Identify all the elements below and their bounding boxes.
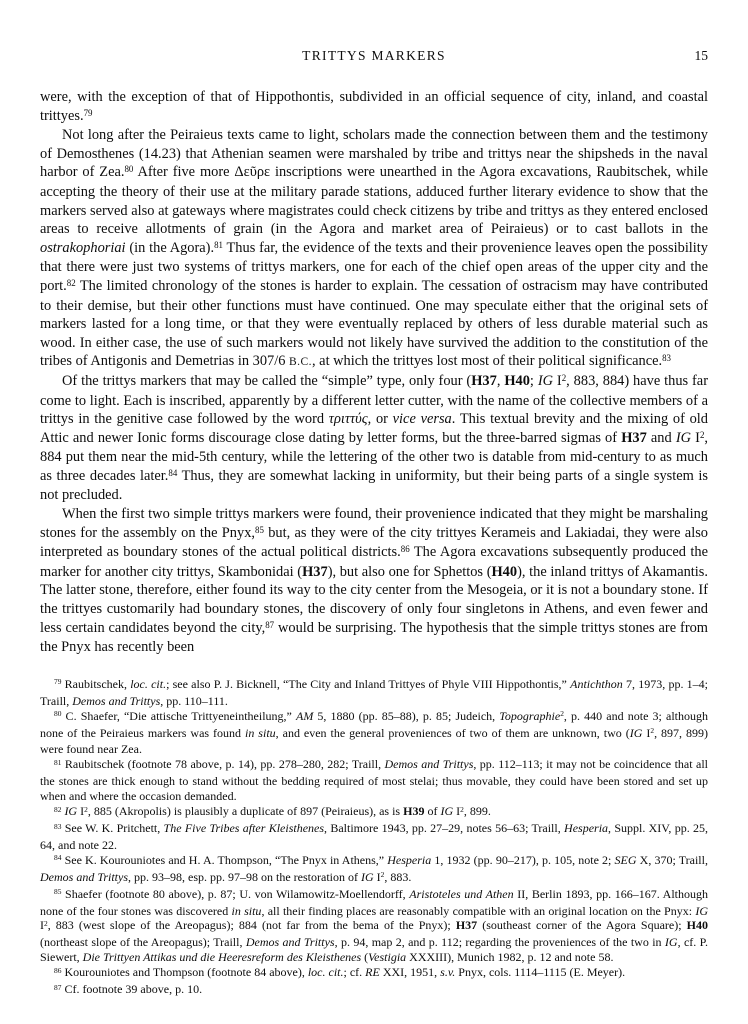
- footnote: $^{82}$ IG $I^2$, 885 (Akropolis) is plausibly a duplicate of 897 (Peiraieus), as is H39 of IG $I^2$, 899.: [54, 804, 491, 819]
- footnote: $^{85}$ Shaefer (footnote 80 above), p. 87; U. von Wilamowitz-Moellendorff, Aristoteles und Athen II, Berlin 1893, pp. 166–167. Although none of the four stones was discovered in situ, all their finding places are reasonably compatible with an original location on the Pnyx: IG $I^2$, 883 (west slope of the Areopagus); 884 (not far from the bema of the Pnyx); H37 (southeast corner of the Agora Square); H40 (northeast slope of the Areopagus); Traill, Demos and Trittys, p. 94, map 2, and p. 112; regarding the proveniences of the two in IG, cf. P. Siewert, Die Trittyen Attikas und die Heeresreform des Kleisthenes (Vestigia XXXIII), Munich 1982, p. 12 and note 58.: [40, 886, 708, 965]
- body-paragraph: When the first two simple trittys markers were found, their provenience indicated that they might be marshaling stones for the assembly on the Pnyx,$^{85}$ but, as they were of the city trittyes Kerameis and Lakiadai, they were also interpreted as boundary stones of the actual political districts.$^{86}$ The Agora excavations subsequently produced the marker for another city trittys, Skambonidai (H37), but also one for Sphettos (H40), the inland trittys of Akamantis. The latter stone, therefore, either found its way to the city center from the Mesogeia, or it is not a boundary stone. If the trittyes customarily had boundary stones, the discovery of only four singletons in Athens, and even fewer and less certain candidates beyond the city,$^{87}$ would be surprising. The hypothesis that the simple trittys stones are from the Pnyx has recently been: [40, 506, 708, 656]
- page-header: [40, 48, 708, 64]
- footnotes-section: [40, 677, 708, 999]
- footnote: $^{83}$ See W. K. Pritchett, The Five Tribes after Kleisthenes, Baltimore 1943, pp. 27–29, notes 56–63; Traill, Hesperia, Suppl. XIV, pp. 25, 64, and note 22.: [40, 820, 708, 852]
- footnote: $^{81}$ Raubitschek (footnote 78 above, p. 14), pp. 278–280, 282; Traill, Demos and Trittys, pp. 112–113; it may not be coincidence that all the stones are thick enough to stand without the bedding required of most stelai; thus movable, they could have been stored and set up when and where the occasion demanded.: [40, 757, 708, 804]
- page-number: 15: [694, 48, 708, 63]
- body-paragraph: Not long after the Peiraieus texts came to light, scholars made the connection between them and the testimony of Demosthenes (14.23) that Athenian seamen were marshaled by tribe and trittys near the shipsheds in the naval harbor of Zea.$^{80}$ After five more Δεῦρε inscriptions were unearthed in the Agora excavations, Raubitschek, while accepting the theory of their use at the military parade stations, adduced further literary evidence to show that the markers served also at gateways where magistrates could check citizens by tribe and trittys as they entered enclosed areas to receive allotments of grain (in the Agora and market area of Peiraieus) or to cast ballots in the ostrakophoriai (in the Agora).$^{81}$ Thus far, the evidence of the texts and their provenience leaves open the possibility that there were just two systems of trittys markers, one for each of the chief open areas of the upper city and the port.$^{82}$ The limited chronology of the stones is harder to explain. The cessation of ostracism may have contributed to their demise, but their other functions must have continued. One may speculate either that the original sets of markers lasted for a long time, or that they were eventually replaced by others of less durable material such as wood. In either case, the use of such markers would not likely have survived the addition to the constitution of the tribes of Antigonis and Demetrias in 307/6 B.C., at which the trittyes lost most of their political significance.$^{83}$: [40, 127, 709, 370]
- body-paragraph: Of the trittys markers that may be called the “simple” type, only four (H37, H40; IG $I^2$, 883, 884) have thus far come to light. Each is inscribed, apparently by a different letter cutter, with the name of the collective members of a trittys in the genitive case followed by the word τριττύς, or vice versa. This textual brevity and the mixing of old Attic and newer Ionic forms discourage close dating by letter forms, but the three-barred sigmas of H37 and IG $I^2$, 884 put them near the mid-5th century, while the lettering of the other two is datable from mid-century to as much as three decades later.$^{84}$ Thus, they are somewhat lacking in uniformity, but their being parts of a single system is not precluded.: [40, 372, 709, 504]
- running-title: TRITTYS MARKERS: [302, 48, 446, 63]
- footnote: $^{84}$ See K. Kourouniotes and H. A. Thompson, “The Pnyx in Athens,” Hesperia 1, 1932 (pp. 90–217), p. 105, note 2; SEG X, 370; Traill, Demos and Trittys, pp. 93–98, esp. pp. 97–98 on the restoration of IG $I^2$, 883.: [40, 852, 708, 884]
- footnote: $^{80}$ C. Shaefer, “Die attische Trittyeneintheilung,” AM 5, 1880 (pp. 85–88), p. 85; Judeich, Topographie$^2$, p. 440 and note 3; although none of the Peiraieus markers was found in situ, and even the general proveniences of two of them are unknown, two (IG $I^2$, 897, 899) were found near Zea.: [40, 708, 708, 757]
- body-paragraph-continuation: were, with the exception of that of Hippothontis, subdivided in an official sequence of city, inland, and coastal trittyes.$^{79}$: [40, 89, 708, 124]
- footnote: $^{87}$ Cf. footnote 39 above, p. 10.: [54, 982, 203, 997]
- body-text: [40, 88, 708, 657]
- footnote: $^{86}$ Kourouniotes and Thompson (footnote 84 above), loc. cit.; cf. RE XXI, 1951, s.v. Pnyx, cols. 1114–1115 (E. Meyer).: [54, 965, 626, 980]
- footnote: $^{79}$ Raubitschek, loc. cit.; see also P. J. Bicknell, “The City and Inland Trittyes of Phyle VIII Hippothontis,” Antichthon 7, 1973, pp. 1–4; Traill, Demos and Trittys, pp. 110–111.: [40, 676, 708, 708]
